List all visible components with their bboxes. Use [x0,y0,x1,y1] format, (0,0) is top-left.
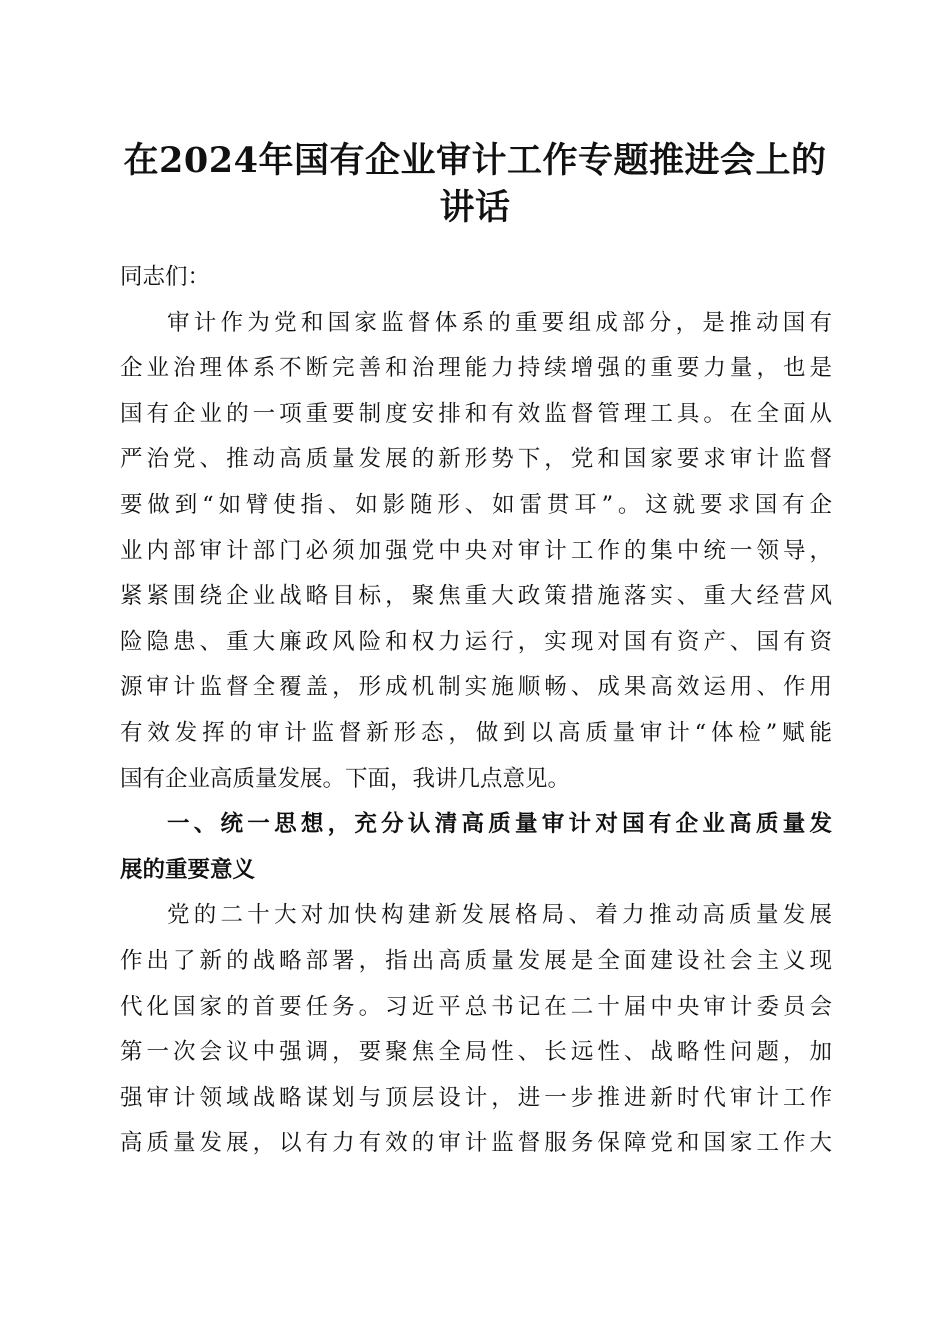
title-line-2: 讲话 [439,187,511,228]
paragraph-section-1 [120,893,832,1167]
paragraph-line: 国有企业高质量发展。下面，我讲几点意见。 [120,765,571,792]
heading-line: 一、统一思想，充分认清高质量审计对国有企业高质量发 [167,811,832,838]
section-heading-1 [120,802,832,893]
paragraph-line: 强审计领域战略谋划与顶层设计，进一步推进新时代审计工作 [120,1084,832,1111]
document-body [120,255,832,1167]
paragraph-line: 作出了新的战略部署，指出高质量发展是全面建设社会主义现 [120,947,832,974]
paragraph-line: 代化国家的首要任务。习近平总书记在二十届中央审计委员会 [120,993,832,1020]
paragraph-line: 党的二十大对加快构建新发展格局、着力推动高质量发展 [167,902,832,929]
paragraph-line: 企业治理体系不断完善和治理能力持续增强的重要力量，也是 [120,355,832,382]
paragraph-line: 业内部审计部门必须加强党中央对审计工作的集中统一领导， [120,537,832,564]
paragraph-line: 有效发挥的审计监督新形态，做到以高质量审计“体检”赋能 [120,719,832,746]
paragraph-line: 险隐患、重大廉政风险和权力运行，实现对国有资产、国有资 [120,628,832,655]
paragraph-intro [120,301,832,803]
document-title [110,137,840,231]
paragraph-line: 第一次会议中强调，要聚焦全局性、长远性、战略性问题，加 [120,1039,832,1066]
paragraph-line: 严治党、推动高质量发展的新形势下，党和国家要求审计监督 [120,446,832,473]
paragraph-line: 国有企业的一项重要制度安排和有效监督管理工具。在全面从 [120,400,832,427]
paragraph-line: 高质量发展，以有力有效的审计监督服务保障党和国家工作大 [120,1130,832,1157]
title-line-1: 在2024年国有企业审计工作专题推进会上的 [123,140,827,181]
heading-line: 展的重要意义 [120,856,256,883]
paragraph-line: 源审计监督全覆盖，形成机制实施顺畅、成果高效运用、作用 [120,674,832,701]
paragraph-line: 审计作为党和国家监督体系的重要组成部分，是推动国有 [167,309,832,336]
paragraph-line: 紧紧围绕企业战略目标，聚焦重大政策措施落实、重大经营风 [120,583,832,610]
paragraph-line: 要做到“如臂使指、如影随形、如雷贯耳”。这就要求国有企 [120,491,832,518]
salutation: 同志们： [120,264,211,290]
